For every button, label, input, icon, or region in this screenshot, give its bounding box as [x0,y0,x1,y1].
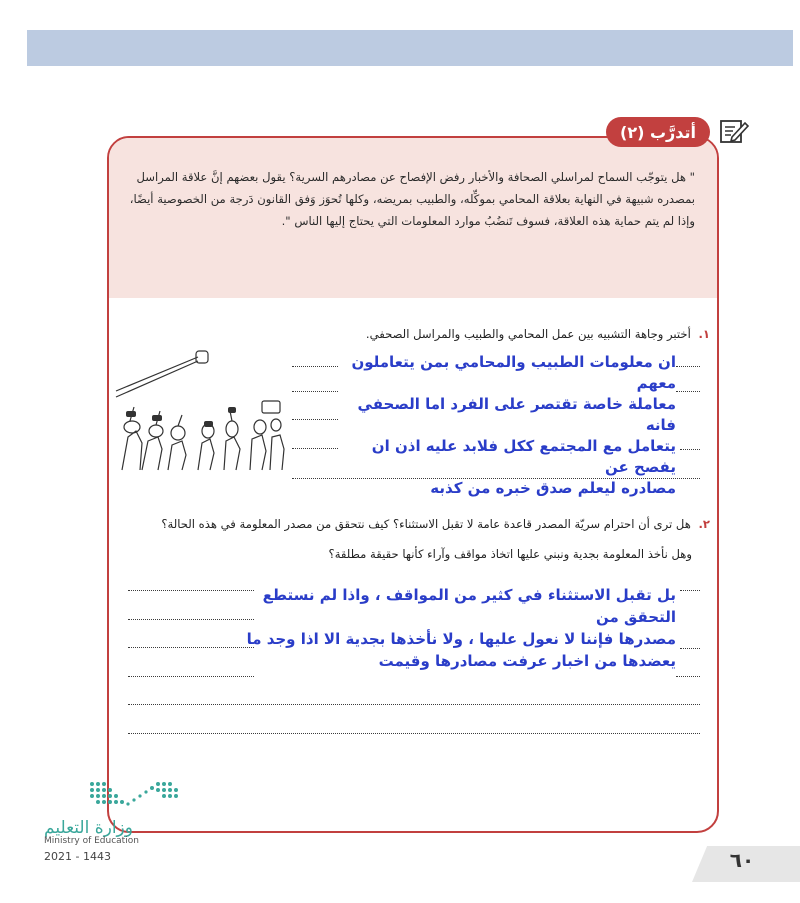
question-2 [110,516,710,532]
answer-line [676,366,700,367]
question-2-number: ٢. [698,517,710,531]
writing-pad-icon [718,116,750,146]
page-number: ٦٠ [729,848,755,872]
answer-text-line: معاملة خاصة تقتصر على الفرد اما الصحفي فانه [357,395,676,434]
answer-line [128,676,254,677]
question-2-line2 [112,546,692,562]
answer-line [680,648,700,649]
ministry-logo-mark [88,780,180,810]
answer-line [676,676,700,677]
edition-year: 2021 - 1443 [44,850,111,863]
exercise-title: أتدرَّب (٢) [620,122,696,142]
answer-text-line: يعضدها من اخبار عرفت مصادرها وقيمت [378,652,676,670]
question-2-text-line2: وهل نأخذ المعلومة بجدية ونبني عليها اتخاذ مواقف وآراء كأنها حقيقة مطلقة؟ [328,547,692,561]
quote-line: " هل يتوجّب السماح لمراسلي الصحافة والأخبار رفض الإفصاح عن مصادرهم السرية؟ يقول بعضهم إنَّ علاقة المراسل [136,170,695,184]
microphones-illustration [112,345,292,475]
quote-line: وإذا لم يتم حماية هذه العلاقة، فسوف تَنضُبُ موارد المعلومات التي يحتاج إليها الناس ". [281,214,695,228]
answer-line [128,704,700,705]
answer-line [680,590,700,591]
question-2-answer [236,584,676,672]
question-1 [110,326,710,342]
question-1-answer [330,352,676,499]
question-2-text-line1: هل ترى أن احترام سريّة المصدر قاعدة عامة لا تقبل الاستثناء؟ كيف نتحقق من مصدر المعلومة في هذه الحالة؟ [161,517,691,531]
quote-line: بمصدره شبيهة في النهاية بعلاقة المحامي بموكِّله، والطبيب بمريضه، وكلها تُحوَز وَفق القانون دَرجة من الخصوصية أيضًا، [129,192,695,206]
answer-line [676,391,700,392]
answer-text-line: مصدرها فإننا لا نعول عليها ، ولا نأخذها بجدية الا اذا وجد ما [246,630,676,648]
answer-line [680,449,700,450]
answer-text-line: ان معلومات الطبيب والمحامي بمن يتعاملون معهم [351,353,676,392]
quote-text [117,166,695,232]
answer-text-line: يتعامل مع المجتمع ككل فلابد عليه اذن ان يفصح عن [371,437,676,476]
header-band [27,30,793,66]
ministry-name-arabic: وزارة التعليم [44,818,133,838]
quote-box [109,138,717,298]
question-1-text: أختبر وجاهة التشبيه بين عمل المحامي والطبيب والمراسل الصحفي. [365,327,691,341]
answer-text-line: مصادره ليعلم صدق خبره من كذبه [430,479,676,497]
exercise-title-tab [606,117,710,147]
answer-text-line: بل تقبل الاستثناء في كثير من المواقف ، واذا لم نستطع التحقق من [262,586,676,626]
ministry-name-english: Ministry of Education [44,836,139,846]
question-1-number: ١. [698,327,710,341]
answer-line [128,733,700,734]
